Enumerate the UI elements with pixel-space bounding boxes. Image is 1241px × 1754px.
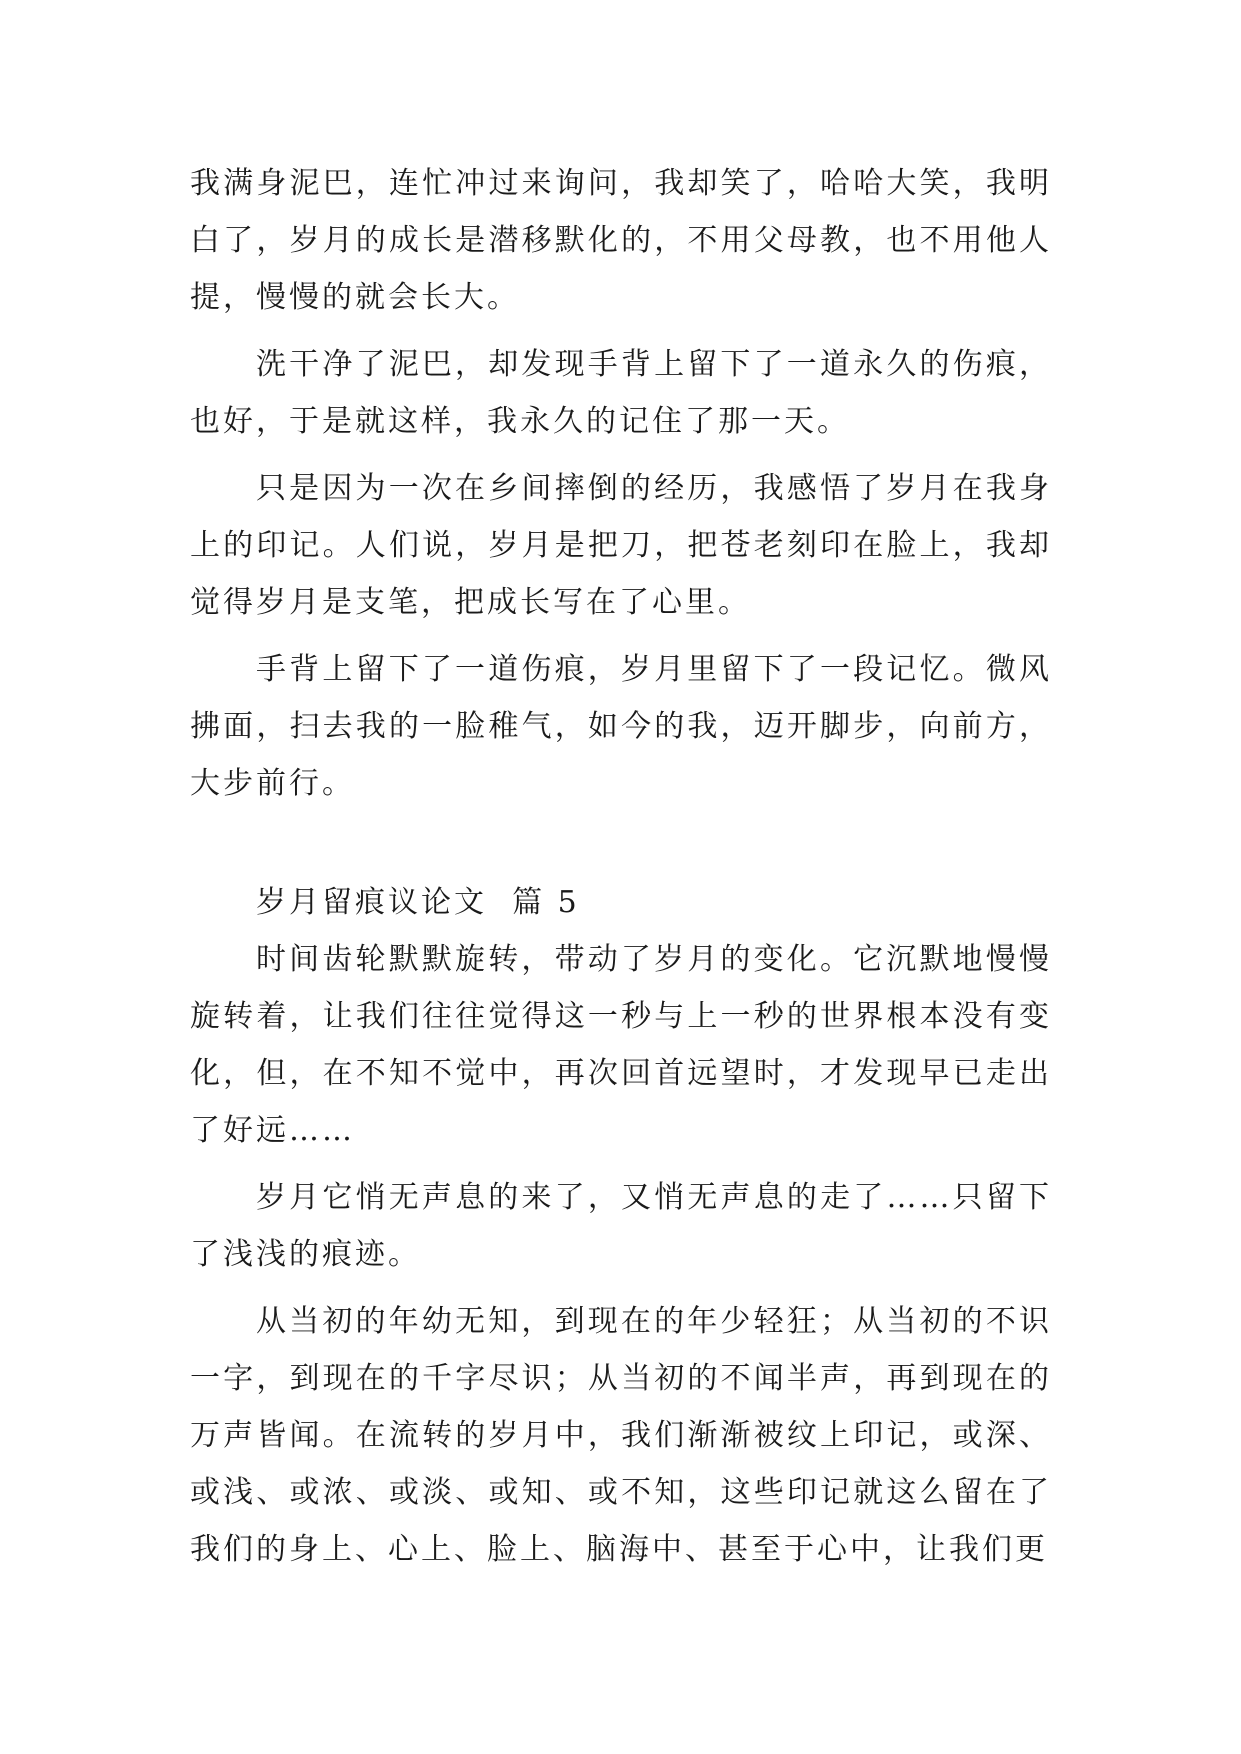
paragraph-conclusion: 手背上留下了一道伤痕，岁月里留下了一段记忆。微风拂面，扫去我的一脸稚气，如今的我，迈开脚步，向前方，大步前行。 [190,652,1052,801]
paragraph-continuation: 我满身泥巴，连忙冲过来询问，我却笑了，哈哈大笑，我明白了，岁月的成长是潜移默化的，不用父母教，也不用他人提，慢慢的就会长大。 [190,166,1052,315]
document-page [190,155,1052,1588]
paragraph-time-gears: 时间齿轮默默旋转，带动了岁月的变化。它沉默地慢慢旋转着，让我们往往觉得这一秒与上一秒的世界根本没有变化，但，在不知不觉中，再次回首远望时，才发现早已走出了好远…… [190,942,1052,1148]
paragraph-reflection: 只是因为一次在乡间摔倒的经历，我感悟了岁月在我身上的印记。人们说，岁月是把刀，把苍老刻印在脸上，我却觉得岁月是支笔，把成长写在了心里。 [190,471,1052,620]
paragraph-traces: 岁月它悄无声息的来了，又悄无声息的走了……只留下了浅浅的痕迹。 [190,1180,1052,1272]
paragraph-scar: 洗干净了泥巴，却发现手背上留下了一道永久的伤痕，也好，于是就这样，我永久的记住了那一天。 [190,347,1052,439]
paragraph-growth: 从当初的年幼无知，到现在的年少轻狂；从当初的不识一字，到现在的千字尽识；从当初的不闻半声，再到现在的万声皆闻。在流转的岁月中，我们渐渐被纹上印记，或深、或浅、或浓、或淡、或知、或不知，这些印记就这么留在了我们的身上、心上、脸上、脑海中、甚至于心中，让我们更 [190,1304,1052,1567]
section-title: 岁月留痕议论文 篇 5 [256,885,580,920]
